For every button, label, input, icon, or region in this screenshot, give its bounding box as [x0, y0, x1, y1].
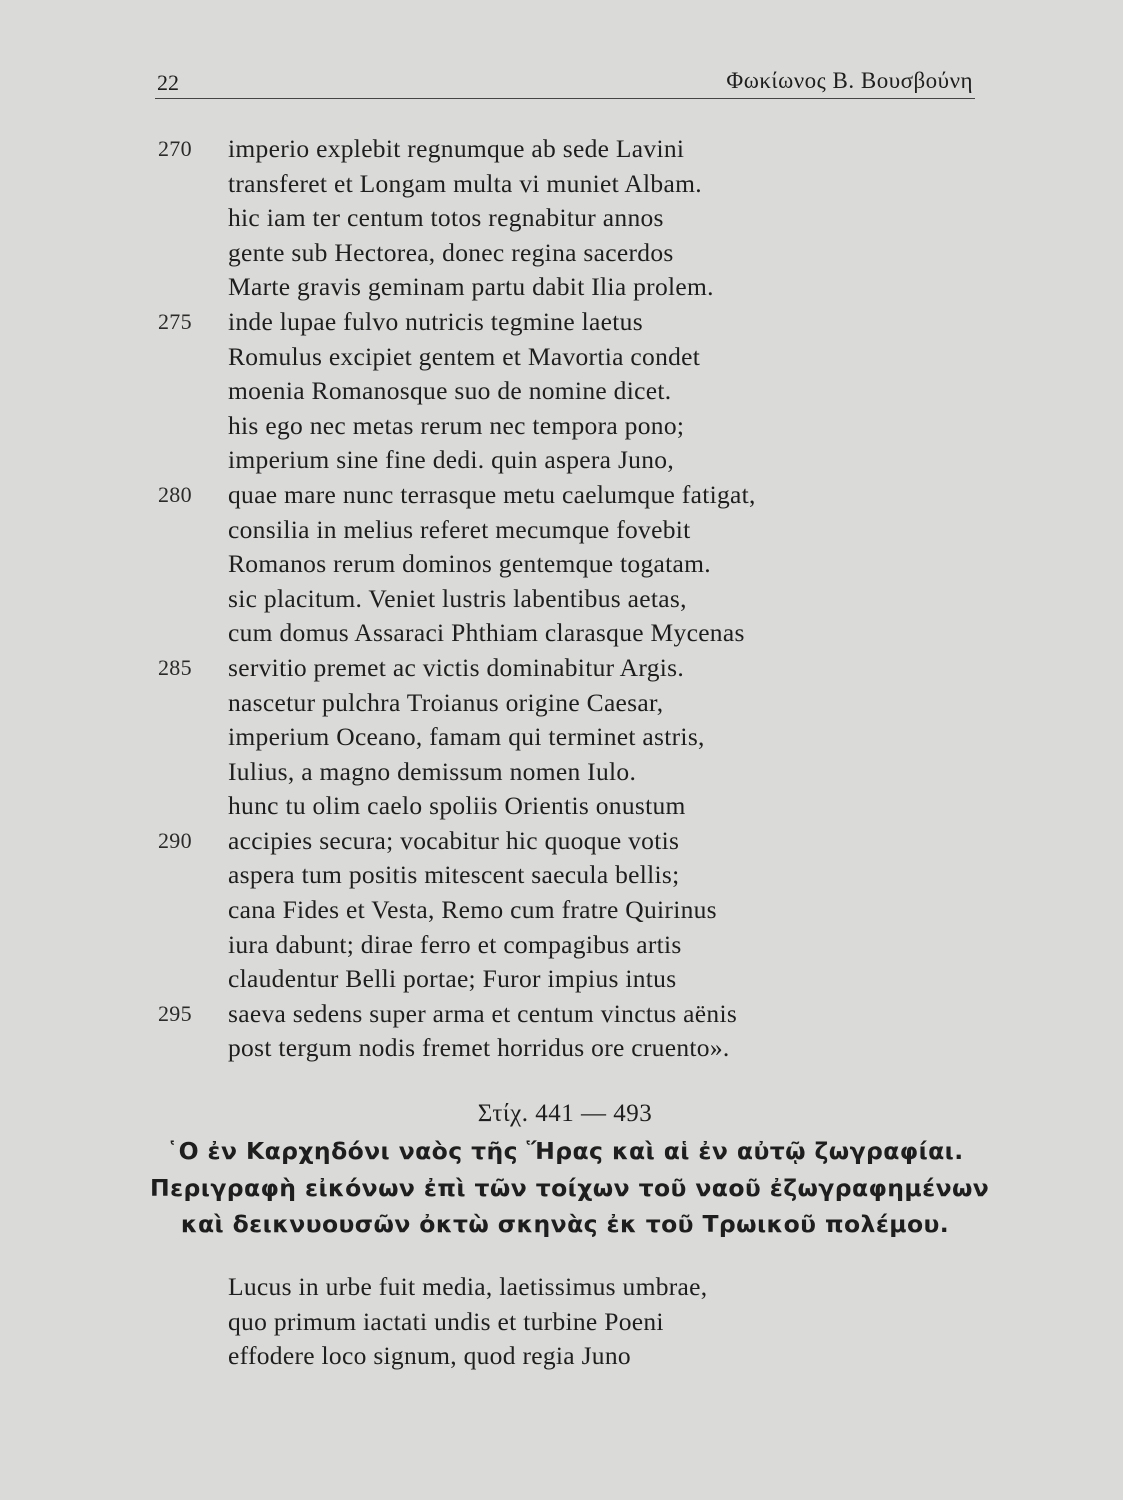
verse-text: Romulus excipiet gentem et Mavortia condet	[228, 341, 701, 371]
section-heading	[150, 1095, 990, 1243]
page-header	[155, 62, 975, 99]
verse-text: imperium Oceano, famam qui terminet astris,	[228, 722, 705, 752]
verse-line	[150, 167, 1010, 202]
verse-line	[150, 1339, 1010, 1374]
verse-passage	[150, 132, 1010, 1066]
verse-line	[150, 513, 1010, 548]
verse-text: claudentur Belli portae; Furor impius intus	[228, 964, 677, 994]
verse-text: effodere loco signum, quod regia Juno	[228, 1341, 631, 1371]
verse-line	[150, 1305, 1010, 1340]
verse-text: accipies secura; vocabitur hic quoque votis	[228, 825, 680, 855]
verse-line	[150, 547, 1010, 582]
verse-text: hunc tu olim caelo spoliis Orientis onustum	[228, 791, 686, 821]
verse-text: Romanos rerum dominos gentemque togatam.	[228, 549, 711, 579]
verse-line	[150, 616, 1010, 651]
verse-text: quae mare nunc terrasque metu caelumque fatigat,	[228, 479, 756, 509]
verse-text: consilia in melius referet mecumque fovebit	[228, 514, 691, 544]
verse-line	[150, 305, 1010, 340]
verse-text: post tergum nodis fremet horridus ore cruento».	[228, 1033, 730, 1063]
section-reference: Στίχ. 441 — 493	[477, 1100, 653, 1127]
verse-line	[150, 755, 1010, 790]
running-head: Φωκίωνος Β. Βουσβούνη	[726, 68, 973, 93]
verse-line	[150, 443, 1010, 478]
page-number: 22	[157, 70, 179, 95]
verse-line	[150, 789, 1010, 824]
verse-line	[150, 1270, 1010, 1305]
verse-line	[150, 686, 1010, 721]
verse-line	[150, 270, 1010, 305]
verse-line	[150, 962, 1010, 997]
verse-line	[150, 893, 1010, 928]
verse-line	[150, 651, 1010, 686]
verse-line	[150, 132, 1010, 167]
verse-text: imperio explebit regnumque ab sede Lavini	[228, 134, 685, 163]
verse-text: aspera tum positis mitescent saecula bellis;	[228, 860, 680, 890]
verse-line	[150, 201, 1010, 236]
verse-line	[150, 1031, 1010, 1066]
verse-text: transferet et Longam multa vi muniet Albam.	[228, 168, 702, 198]
verse-text: quo primum iactati undis et turbine Poeni	[228, 1306, 664, 1336]
section-title-line: καὶ δεικνυουσῶν ὀκτὼ σκηνὰς ἐκ τοῦ Τρωικοῦ πολέμου.	[180, 1210, 950, 1238]
line-number: 295	[158, 1000, 192, 1026]
verse-passage-2	[150, 1270, 1010, 1374]
verse-text: Marte gravis geminam partu dabit Ilia prolem.	[228, 272, 714, 302]
verse-line	[150, 720, 1010, 755]
verse-line	[150, 824, 1010, 859]
verse-line	[150, 858, 1010, 893]
verse-text: saeva sedens super arma et centum vinctus aënis	[228, 998, 738, 1028]
verse-line	[150, 409, 1010, 444]
verse-text: Lucus in urbe fuit media, laetissimus umbrae,	[228, 1272, 708, 1301]
verse-text: Iulius, a magno demissum nomen Iulo.	[228, 756, 637, 786]
verse-text: nascetur pulchra Troianus origine Caesar,	[228, 687, 664, 717]
verse-text: inde lupae fulvo nutricis tegmine laetus	[228, 306, 643, 336]
verse-line	[150, 478, 1010, 513]
line-number: 270	[158, 136, 192, 161]
verse-line	[150, 340, 1010, 375]
line-number: 290	[158, 827, 192, 853]
verse-line	[150, 236, 1010, 271]
line-number: 275	[158, 308, 192, 334]
section-title-line: ῾Ο ἐν Καρχηδόνι ναὸς τῆς Ἥρας καὶ αἱ ἐν αὐτῷ ζωγραφίαι.	[166, 1137, 964, 1165]
verse-text: iura dabunt; dirae ferro et compagibus artis	[228, 929, 682, 959]
section-title-line: Περιγραφὴ εἰκόνων ἐπὶ τῶν τοίχων τοῦ ναοῦ ἐζωγραφημένων	[150, 1173, 990, 1202]
verse-text: servitio premet ac victis dominabitur Argis.	[228, 652, 685, 682]
verse-text: his ego nec metas rerum nec tempora pono;	[228, 410, 685, 440]
verse-text: imperium sine fine dedi. quin aspera Juno,	[228, 445, 674, 475]
verse-line	[150, 928, 1010, 963]
verse-text: gente sub Hectorea, donec regina sacerdos	[228, 237, 674, 267]
line-number: 285	[158, 654, 192, 680]
verse-line	[150, 582, 1010, 617]
verse-text: sic placitum. Veniet lustris labentibus aetas,	[228, 583, 687, 613]
verse-text: cum domus Assaraci Phthiam clarasque Mycenas	[228, 618, 745, 648]
verse-line	[150, 374, 1010, 409]
verse-line	[150, 997, 1010, 1032]
line-number: 280	[158, 481, 192, 507]
verse-text: hic iam ter centum totos regnabitur annos	[228, 203, 664, 233]
verse-text: cana Fides et Vesta, Remo cum fratre Quirinus	[228, 895, 717, 925]
verse-text: moenia Romanosque suo de nomine dicet.	[228, 376, 672, 406]
